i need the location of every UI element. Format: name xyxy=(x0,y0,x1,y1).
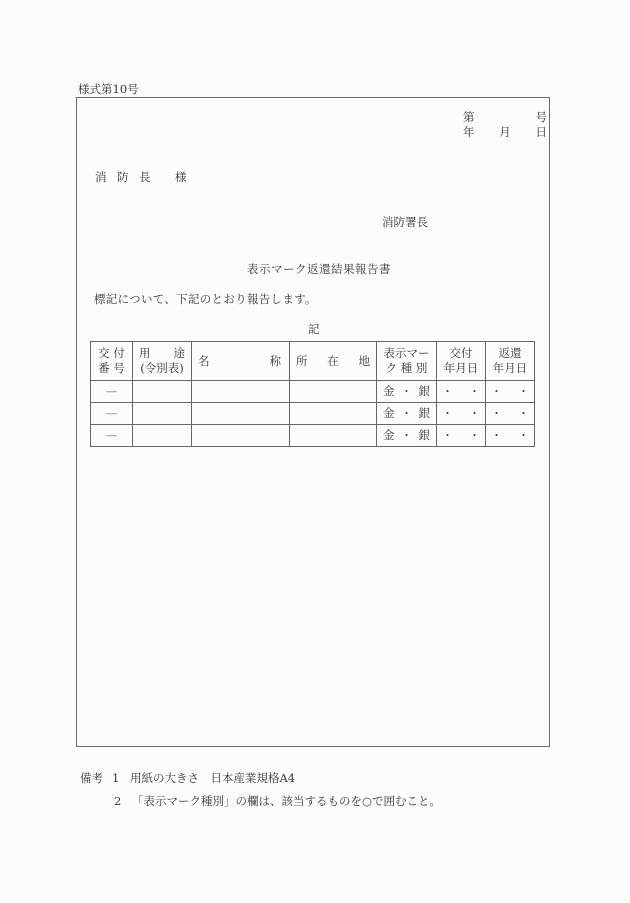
date-field xyxy=(463,124,547,140)
date-dot: ・ xyxy=(442,429,453,442)
cell-usage[interactable] xyxy=(133,403,192,425)
date-dot: ・ xyxy=(442,407,453,420)
header-issue-number xyxy=(91,342,133,381)
header-char: 所 xyxy=(296,353,308,368)
date-dot: ・ xyxy=(442,385,453,398)
date-dot: ・ xyxy=(491,407,502,420)
ki-label: 記 xyxy=(308,322,320,336)
cell-issue-number[interactable]: — xyxy=(91,381,133,403)
cell-issue-number[interactable]: — xyxy=(91,403,133,425)
remarks-text: 用紙の大きさ 日本産業規格A4 xyxy=(130,771,296,785)
addressee-char: 長 xyxy=(139,170,151,184)
header-mark-type xyxy=(377,342,437,381)
header-line: 年月日 xyxy=(492,361,528,375)
header-return-date xyxy=(486,342,535,381)
cell-mark-type[interactable] xyxy=(377,403,437,425)
date-dot: ・ xyxy=(518,407,529,420)
header-char: 用 xyxy=(139,346,151,360)
remarks-number: 2 xyxy=(114,794,122,808)
addressee xyxy=(95,169,187,185)
remarks-label: 備考 xyxy=(80,771,103,785)
mark-type-options xyxy=(377,428,436,443)
header-line: 返還 xyxy=(498,346,522,360)
cell-mark-type[interactable] xyxy=(377,425,437,447)
cell-issue-date[interactable] xyxy=(437,403,486,425)
header-line: 番 号 xyxy=(98,361,125,375)
cell-usage[interactable] xyxy=(133,381,192,403)
addressee-char: 消 xyxy=(95,170,107,184)
header-line: 交 付 xyxy=(98,346,125,360)
table-header-row xyxy=(91,342,535,381)
header-line xyxy=(290,354,376,369)
addressee-char: 防 xyxy=(117,170,129,184)
header-char: 在 xyxy=(327,353,339,368)
header-line: (令別表) xyxy=(140,361,184,375)
mark-silver[interactable]: 銀 xyxy=(418,428,430,442)
cell-issue-date[interactable] xyxy=(437,425,486,447)
date-separators xyxy=(486,428,534,443)
date-dot: ・ xyxy=(518,429,529,442)
date-separators xyxy=(486,384,534,399)
header-line: 交付 xyxy=(449,346,473,360)
remarks-number: 1 xyxy=(112,771,120,785)
date-dot: ・ xyxy=(491,429,502,442)
cell-location[interactable] xyxy=(290,403,377,425)
header-line xyxy=(192,354,289,369)
date-dot: ・ xyxy=(491,385,502,398)
date-month-label: 月 xyxy=(499,125,511,139)
date-dot: ・ xyxy=(469,407,480,420)
header-char: 名 xyxy=(198,353,210,368)
remarks-item-2 xyxy=(114,793,441,809)
cell-name[interactable] xyxy=(192,403,290,425)
remarks-text: 「表示マーク種別」の欄は、該当するものを○で囲むこと。 xyxy=(132,794,442,808)
mark-gold[interactable]: 金 xyxy=(383,428,395,442)
header-line: ク 種 別 xyxy=(385,361,428,375)
date-separators xyxy=(486,406,534,421)
header-line: 年月日 xyxy=(443,361,479,375)
date-separators xyxy=(437,384,485,399)
document-number-field xyxy=(463,109,547,125)
date-year-label: 年 xyxy=(463,125,475,139)
form-number: 様式第10号 xyxy=(78,82,139,96)
number-label-right: 号 xyxy=(535,110,547,124)
document-title-text: 表示マーク返還結果報告書 xyxy=(247,262,391,276)
cell-usage[interactable] xyxy=(133,425,192,447)
date-separators xyxy=(437,406,485,421)
header-name xyxy=(192,342,290,381)
header-location xyxy=(290,342,377,381)
header-usage xyxy=(133,342,192,381)
addressee-honorific: 様 xyxy=(175,170,187,184)
separator: ・ xyxy=(401,429,412,442)
mark-type-options xyxy=(377,406,436,421)
cell-issue-number[interactable]: — xyxy=(91,425,133,447)
header-line xyxy=(133,346,191,361)
mark-type-options xyxy=(377,384,436,399)
cell-return-date[interactable] xyxy=(486,425,535,447)
cell-mark-type[interactable] xyxy=(377,381,437,403)
number-label-left: 第 xyxy=(463,110,475,124)
header-char: 称 xyxy=(269,353,281,368)
table-row xyxy=(91,425,535,447)
mark-gold[interactable]: 金 xyxy=(383,406,395,420)
mark-silver[interactable]: 銀 xyxy=(418,406,430,420)
cell-location[interactable] xyxy=(290,425,377,447)
date-dot: ・ xyxy=(469,429,480,442)
cell-issue-date[interactable] xyxy=(437,381,486,403)
header-char: 途 xyxy=(173,346,185,360)
header-issue-date xyxy=(437,342,486,381)
cell-return-date[interactable] xyxy=(486,403,535,425)
table-row xyxy=(91,381,535,403)
document-title xyxy=(0,261,630,277)
date-day-label: 日 xyxy=(535,125,547,139)
cell-location[interactable] xyxy=(290,381,377,403)
date-separators xyxy=(437,428,485,443)
table-row xyxy=(91,403,535,425)
cell-return-date[interactable] xyxy=(486,381,535,403)
separator: ・ xyxy=(401,407,412,420)
header-char: 地 xyxy=(358,353,370,368)
cell-name[interactable] xyxy=(192,381,290,403)
header-line: 表示マー xyxy=(383,346,430,360)
cell-name[interactable] xyxy=(192,425,290,447)
mark-silver[interactable]: 銀 xyxy=(418,384,430,398)
mark-gold[interactable]: 金 xyxy=(383,384,395,398)
date-dot: ・ xyxy=(518,385,529,398)
separator: ・ xyxy=(401,385,412,398)
remarks-item-1 xyxy=(80,770,295,786)
date-dot: ・ xyxy=(469,385,480,398)
report-table xyxy=(90,341,535,447)
intro-text: 標記について、下記のとおり報告します。 xyxy=(94,292,317,306)
sender: 消防署長 xyxy=(382,215,428,229)
